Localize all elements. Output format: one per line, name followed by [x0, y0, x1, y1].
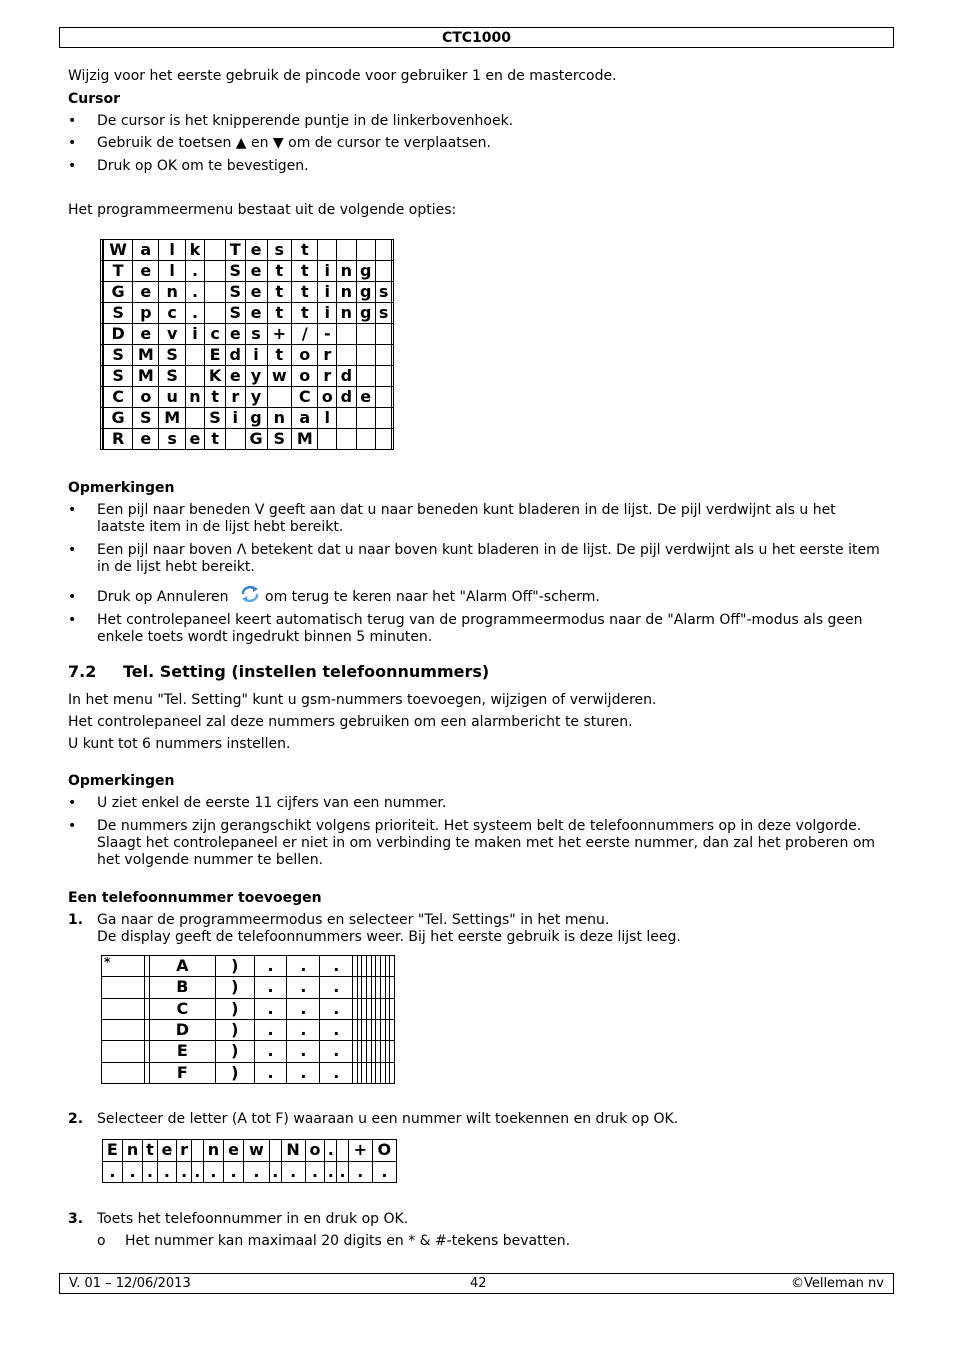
lcd-cell: e [356, 387, 375, 408]
lcd-cell: n [337, 303, 356, 324]
lcd-cell: e [245, 282, 267, 303]
lcd-cell: n [185, 387, 204, 408]
section72-para-1: In het menu "Tel. Setting" kunt u gsm-nummers toevoegen, wijzigen of verwijderen. [68, 692, 657, 708]
lcd-cell: ) [216, 1019, 255, 1040]
bullet-dot: • [68, 135, 77, 151]
lcd-cell [337, 324, 356, 345]
notes2-bullet-2: De nummers zijn gerangschikt volgens prioriteit. Het systeem belt de telefoonnummers op in deze volgorde. Slaagt het controlepaneel er niet in om verbinding te maken met het eerste nummer, dan zal het proberen om het volgende nummer te bellen. [97, 818, 876, 868]
lcd-cell: S [104, 303, 133, 324]
lcd-cell: t [292, 282, 318, 303]
step-1-line-2: De display geeft de telefoonnummers weer. Bij het eerste gebruik is deze lijst leeg. [97, 929, 681, 945]
lcd-cell: l [159, 240, 185, 261]
lcd-cell [356, 429, 375, 450]
lcd-cell [205, 282, 226, 303]
lcd-cell [392, 324, 394, 345]
lcd-cell: n [337, 282, 356, 303]
lcd-cell: E [103, 1140, 123, 1162]
bullet-dot: • [68, 113, 77, 129]
lcd-cell: G [245, 429, 267, 450]
lcd-cell: ) [216, 977, 255, 998]
lcd-cell: e [133, 282, 159, 303]
lcd-cell [375, 387, 391, 408]
lcd-cell: . [281, 1161, 305, 1183]
lcd-cell [318, 240, 337, 261]
lcd-cell: S [226, 261, 246, 282]
lcd-row [102, 1019, 395, 1040]
lcd-cell [392, 387, 394, 408]
section72-para-3: U kunt tot 6 nummers instellen. [68, 736, 291, 752]
lcd-cell: . [320, 1041, 353, 1062]
cursor-bullet-3: Druk op OK om te bevestigen. [97, 158, 309, 174]
lcd-cell [392, 303, 394, 324]
lcd-cell: M [292, 429, 318, 450]
step-1-line-1: Ga naar de programmeermodus en selecteer "Tel. Settings" in het menu. [97, 912, 610, 928]
lcd-row [102, 956, 395, 977]
lcd-cell: G [104, 408, 133, 429]
bullet-dot: • [68, 158, 77, 174]
lcd-cell [390, 998, 395, 1019]
lcd-cell: t [267, 282, 292, 303]
lcd-cell: r [177, 1140, 192, 1162]
lcd-cell: . [185, 303, 204, 324]
lcd-cell [102, 1041, 145, 1062]
lcd-cell: . [320, 1019, 353, 1040]
lcd-cell [337, 1140, 349, 1162]
lcd-cell: S [226, 303, 246, 324]
phone-list-lcd-display [101, 955, 395, 1084]
lcd-row [101, 261, 394, 282]
lcd-cell [102, 1019, 145, 1040]
lcd-cell: v [159, 324, 185, 345]
lcd-cell: a [133, 240, 159, 261]
lcd-cell [185, 366, 204, 387]
lcd-cell [392, 408, 394, 429]
lcd-cell [185, 408, 204, 429]
lcd-cell [390, 977, 395, 998]
lcd-cell: g [356, 303, 375, 324]
lcd-row [102, 998, 395, 1019]
bullet-dot: • [68, 612, 77, 628]
lcd-cell: g [356, 282, 375, 303]
lcd-cell: d [337, 366, 356, 387]
lcd-cell: l [159, 261, 185, 282]
lcd-row [101, 366, 394, 387]
lcd-cell: E [149, 1041, 215, 1062]
lcd-cell: e [133, 429, 159, 450]
lcd-cell: w [267, 366, 292, 387]
menu-lcd-display [100, 239, 394, 450]
lcd-row [101, 303, 394, 324]
lcd-cell: . [269, 1161, 281, 1183]
lcd-cell: t [267, 261, 292, 282]
lcd-cell [337, 345, 356, 366]
lcd-cell: D [149, 1019, 215, 1040]
section72-para-2: Het controlepaneel zal deze nummers gebruiken om een alarmbericht te sturen. [68, 714, 633, 730]
notes1-bullet-2: Een pijl naar boven Λ betekent dat u naar boven kunt bladeren in de lijst. De pijl verdwijnt als u het eerste item in de lijst hebt bereikt. [97, 542, 880, 575]
lcd-cell: . [191, 1161, 203, 1183]
notes2-heading: Opmerkingen [68, 773, 175, 789]
lcd-cell: . [185, 282, 204, 303]
lcd-cell [392, 240, 394, 261]
lcd-cell: . [143, 1161, 157, 1183]
lcd-cell [375, 408, 391, 429]
lcd-cell: k [185, 240, 204, 261]
add-number-heading: Een telefoonnummer toevoegen [68, 890, 322, 906]
lcd-cell [356, 324, 375, 345]
page-header: CTC1000 [59, 27, 894, 48]
lcd-cell: e [133, 261, 159, 282]
lcd-cell: C [104, 387, 133, 408]
lcd-cell: i [245, 345, 267, 366]
lcd-cell: i [318, 303, 337, 324]
lcd-cell [356, 345, 375, 366]
lcd-cell: e [185, 429, 204, 450]
lcd-cell [267, 387, 292, 408]
lcd-cell [356, 240, 375, 261]
lcd-row [103, 1161, 397, 1183]
lcd-cell: M [133, 345, 159, 366]
lcd-cell: . [287, 977, 320, 998]
lcd-cell: i [185, 324, 204, 345]
lcd-cell: F [149, 1062, 215, 1083]
cursor-bullet-1: De cursor is het knipperende puntje in de linkerbovenhoek. [97, 113, 514, 129]
footer-version: V. 01 – 12/06/2013 [69, 1276, 191, 1291]
lcd-cell [191, 1140, 203, 1162]
lcd-cell: . [325, 1140, 337, 1162]
lcd-cell: t [205, 387, 226, 408]
lcd-cell [390, 1062, 395, 1083]
lcd-cell: o [133, 387, 159, 408]
lcd-row [101, 324, 394, 345]
lcd-row [101, 387, 394, 408]
lcd-cell: a [292, 408, 318, 429]
lcd-cell: y [245, 366, 267, 387]
lcd-cell: C [149, 998, 215, 1019]
lcd-cell: y [245, 387, 267, 408]
lcd-cell: N [281, 1140, 305, 1162]
lcd-cell: D [104, 324, 133, 345]
lcd-cell: e [224, 1140, 244, 1162]
lcd-cell: . [287, 1041, 320, 1062]
bullet-dot: • [68, 795, 77, 811]
lcd-cell: s [375, 282, 391, 303]
lcd-row [102, 1041, 395, 1062]
lcd-cell: e [226, 366, 246, 387]
footer-page-number: 42 [470, 1276, 487, 1291]
lcd-cell: p [133, 303, 159, 324]
cursor-heading: Cursor [68, 91, 121, 107]
lcd-cell: t [205, 429, 226, 450]
lcd-cell [375, 324, 391, 345]
cancel-sync-icon [240, 585, 260, 603]
step-3-line-1: Toets het telefoonnummer in en druk op OK. [97, 1211, 409, 1227]
notes1-heading: Opmerkingen [68, 480, 175, 496]
lcd-cell: ) [216, 1041, 255, 1062]
lcd-row [101, 429, 394, 450]
lcd-cell: g [356, 261, 375, 282]
lcd-cell [205, 303, 226, 324]
lcd-cell: u [159, 387, 185, 408]
menu-intro: Het programmeermenu bestaat uit de volgende opties: [68, 202, 457, 218]
lcd-cell: M [133, 366, 159, 387]
lcd-cell: T [104, 261, 133, 282]
lcd-cell: t [143, 1140, 157, 1162]
lcd-cell: d [226, 345, 246, 366]
lcd-cell: . [157, 1161, 177, 1183]
bullet-dot: • [68, 589, 77, 605]
lcd-cell [392, 345, 394, 366]
lcd-cell [318, 429, 337, 450]
lcd-cell: E [205, 345, 226, 366]
lcd-cell [356, 408, 375, 429]
lcd-cell: . [103, 1161, 123, 1183]
lcd-cell: . [254, 1041, 287, 1062]
lcd-cell: e [245, 303, 267, 324]
lcd-cell: M [159, 408, 185, 429]
lcd-cell: W [104, 240, 133, 261]
lcd-cell: n [122, 1140, 143, 1162]
lcd-cell [375, 429, 391, 450]
lcd-cell: A [149, 956, 215, 977]
lcd-cell: w [243, 1140, 269, 1162]
enter-number-lcd-display [102, 1139, 397, 1183]
lcd-cell [337, 408, 356, 429]
section-heading-7-2 [68, 662, 489, 682]
lcd-cell: K [205, 366, 226, 387]
lcd-cell: + [267, 324, 292, 345]
lcd-row [101, 282, 394, 303]
lcd-cell: e [245, 240, 267, 261]
lcd-cell: e [157, 1140, 177, 1162]
lcd-cell [102, 1062, 145, 1083]
lcd-cell [102, 977, 145, 998]
lcd-cell: . [320, 956, 353, 977]
lcd-cell: o [318, 387, 337, 408]
lcd-cell: . [287, 998, 320, 1019]
lcd-cell: S [133, 408, 159, 429]
sub-bullet-text: Het nummer kan maximaal 20 digits en * & #-tekens bevatten. [125, 1233, 571, 1249]
footer-copyright: ©Velleman nv [790, 1276, 884, 1291]
lcd-cell: S [159, 366, 185, 387]
section-number: 7.2 [68, 662, 97, 681]
lcd-cell: t [292, 261, 318, 282]
lcd-cell: c [205, 324, 226, 345]
lcd-cell: o [292, 345, 318, 366]
lcd-cell: t [267, 303, 292, 324]
lcd-cell [390, 1041, 395, 1062]
lcd-cell: t [292, 303, 318, 324]
lcd-cell: s [267, 240, 292, 261]
lcd-cell: . [254, 977, 287, 998]
sub-bullet-marker: o [97, 1233, 106, 1249]
lcd-cell: * [102, 956, 145, 977]
lcd-cell: . [287, 956, 320, 977]
lcd-cell [392, 429, 394, 450]
notes1-bullet-3b: om terug te keren naar het "Alarm Off"-scherm. [265, 589, 600, 605]
lcd-cell: . [177, 1161, 192, 1183]
lcd-cell [375, 240, 391, 261]
lcd-cell [205, 261, 226, 282]
lcd-cell: G [104, 282, 133, 303]
bullet-dot: • [68, 502, 77, 518]
intro-text: Wijzig voor het eerste gebruik de pincode voor gebruiker 1 en de mastercode. [68, 68, 617, 84]
lcd-cell: . [243, 1161, 269, 1183]
lcd-cell: e [133, 324, 159, 345]
lcd-cell: g [245, 408, 267, 429]
lcd-cell [392, 282, 394, 303]
lcd-cell: O [372, 1140, 396, 1162]
cursor-bullet-2: Gebruik de toetsen ▲ en ▼ om de cursor te verplaatsen. [97, 135, 491, 151]
lcd-cell: . [325, 1161, 337, 1183]
lcd-cell [269, 1140, 281, 1162]
lcd-cell: s [159, 429, 185, 450]
lcd-cell: e [245, 261, 267, 282]
lcd-cell: . [305, 1161, 325, 1183]
lcd-cell: i [318, 261, 337, 282]
lcd-cell: . [320, 998, 353, 1019]
bullet-dot: • [68, 542, 77, 558]
lcd-cell: . [185, 261, 204, 282]
lcd-cell: . [372, 1161, 396, 1183]
lcd-cell: S [159, 345, 185, 366]
lcd-cell: . [320, 977, 353, 998]
lcd-cell: e [226, 324, 246, 345]
lcd-cell: . [254, 1019, 287, 1040]
lcd-cell [392, 366, 394, 387]
page-footer [59, 1273, 894, 1294]
notes1-bullet-1: Een pijl naar beneden V geeft aan dat u naar beneden kunt bladeren in de lijst. De pijl verdwijnt als u het laatste item in de lijst hebt bereikt. [97, 502, 836, 535]
lcd-cell: r [318, 345, 337, 366]
lcd-cell: ) [216, 1062, 255, 1083]
lcd-row [102, 977, 395, 998]
notes1-bullet-3a: Druk op Annuleren [97, 589, 229, 605]
lcd-cell [102, 998, 145, 1019]
lcd-cell: . [254, 1062, 287, 1083]
lcd-cell [375, 345, 391, 366]
step-2-line-1: Selecteer de letter (A tot F) waaraan u een nummer wilt toekennen en druk op OK. [97, 1111, 679, 1127]
notes2-bullet-1: U ziet enkel de eerste 11 cijfers van een nummer. [97, 795, 447, 811]
lcd-cell: l [318, 408, 337, 429]
lcd-cell [392, 261, 394, 282]
lcd-cell [205, 240, 226, 261]
lcd-cell: r [226, 387, 246, 408]
lcd-cell: B [149, 977, 215, 998]
lcd-cell: n [159, 282, 185, 303]
lcd-cell [337, 240, 356, 261]
lcd-cell: . [254, 956, 287, 977]
step-number: 3. [68, 1211, 84, 1227]
lcd-row [101, 345, 394, 366]
lcd-row [101, 408, 394, 429]
lcd-cell: . [254, 998, 287, 1019]
lcd-cell: . [287, 1062, 320, 1083]
lcd-cell: . [287, 1019, 320, 1040]
lcd-cell: n [337, 261, 356, 282]
lcd-cell: n [203, 1140, 224, 1162]
notes1-bullet-4: Het controlepaneel keert automatisch terug van de programmeermodus naar de "Alarm Off"-modus als geen enkele toets wordt ingedrukt binnen 5 minuten. [97, 612, 863, 645]
lcd-cell [356, 366, 375, 387]
step-number: 1. [68, 912, 84, 928]
lcd-cell: i [318, 282, 337, 303]
lcd-cell: / [292, 324, 318, 345]
lcd-cell: C [292, 387, 318, 408]
lcd-cell: S [104, 345, 133, 366]
lcd-cell [375, 261, 391, 282]
lcd-cell: n [267, 408, 292, 429]
section-title: Tel. Setting (instellen telefoonnummers) [123, 662, 490, 681]
lcd-cell: i [226, 408, 246, 429]
lcd-cell: r [318, 366, 337, 387]
bullet-dot: • [68, 818, 77, 834]
lcd-cell: . [348, 1161, 372, 1183]
lcd-cell: . [122, 1161, 143, 1183]
lcd-cell: o [292, 366, 318, 387]
lcd-cell [226, 429, 246, 450]
lcd-cell: . [337, 1161, 349, 1183]
lcd-cell: S [267, 429, 292, 450]
lcd-cell: s [375, 303, 391, 324]
lcd-cell: c [159, 303, 185, 324]
lcd-cell: + [348, 1140, 372, 1162]
lcd-cell: t [267, 345, 292, 366]
lcd-cell: S [104, 366, 133, 387]
lcd-cell: ) [216, 998, 255, 1019]
lcd-row [103, 1140, 397, 1162]
lcd-cell: S [226, 282, 246, 303]
lcd-cell: ) [216, 956, 255, 977]
lcd-cell [375, 366, 391, 387]
lcd-cell [337, 429, 356, 450]
lcd-cell: S [205, 408, 226, 429]
lcd-cell: . [203, 1161, 224, 1183]
lcd-cell: d [337, 387, 356, 408]
lcd-cell: t [292, 240, 318, 261]
lcd-cell [390, 956, 395, 977]
lcd-cell: . [224, 1161, 244, 1183]
lcd-cell [185, 345, 204, 366]
lcd-cell [390, 1019, 395, 1040]
lcd-cell: R [104, 429, 133, 450]
lcd-row [102, 1062, 395, 1083]
lcd-cell: . [320, 1062, 353, 1083]
lcd-cell: T [226, 240, 246, 261]
lcd-cell: o [305, 1140, 325, 1162]
lcd-row [101, 240, 394, 261]
step-number: 2. [68, 1111, 84, 1127]
lcd-cell: - [318, 324, 337, 345]
lcd-cell: s [245, 324, 267, 345]
